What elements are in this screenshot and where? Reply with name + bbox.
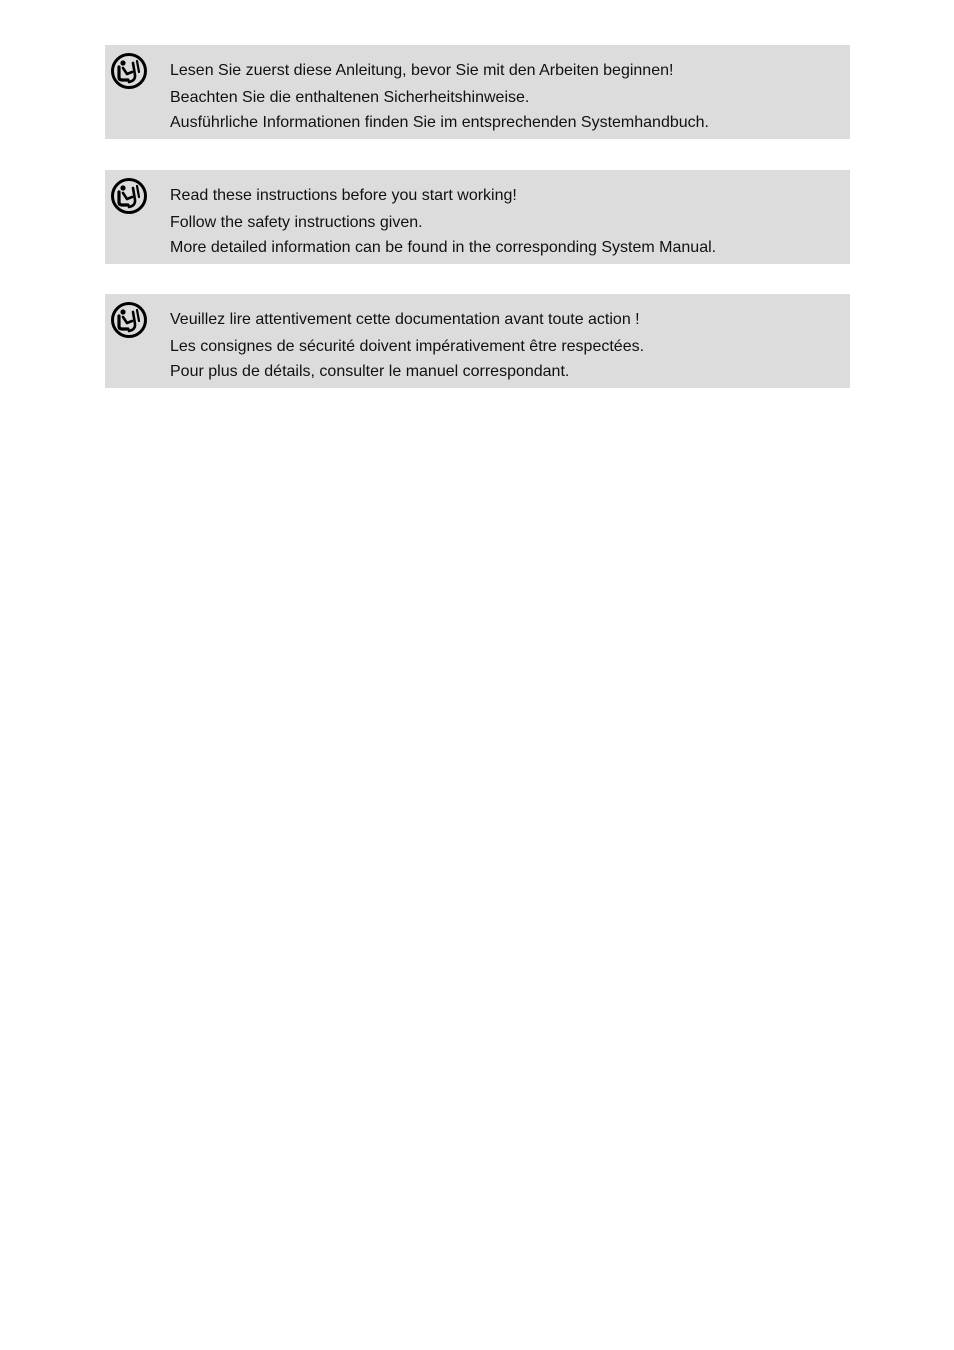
read-manual-icon <box>110 301 148 339</box>
notice-line: Beachten Sie die enthaltenen Sicherheitshinweise. <box>170 89 530 106</box>
read-manual-icon <box>110 52 148 90</box>
read-manual-icon <box>110 177 148 215</box>
notice-line: Les consignes de sécurité doivent impérativement être respectées. <box>170 338 645 355</box>
notice-line: Ausführliche Informationen finden Sie im entsprechenden Systemhandbuch. <box>170 114 709 131</box>
notice-line: Lesen Sie zuerst diese Anleitung, bevor Sie mit den Arbeiten beginnen! <box>170 62 674 79</box>
notice-line: More detailed information can be found in the corresponding System Manual. <box>170 239 717 256</box>
notice-panel-de <box>105 45 850 139</box>
notice-line: Read these instructions before you start working! <box>170 187 517 204</box>
notice-line: Veuillez lire attentivement cette documentation avant toute action ! <box>170 311 640 328</box>
notice-line: Pour plus de détails, consulter le manuel correspondant. <box>170 363 570 380</box>
notice-panel-fr <box>105 294 850 388</box>
notice-line: Follow the safety instructions given. <box>170 214 423 231</box>
notice-panel-en <box>105 170 850 264</box>
